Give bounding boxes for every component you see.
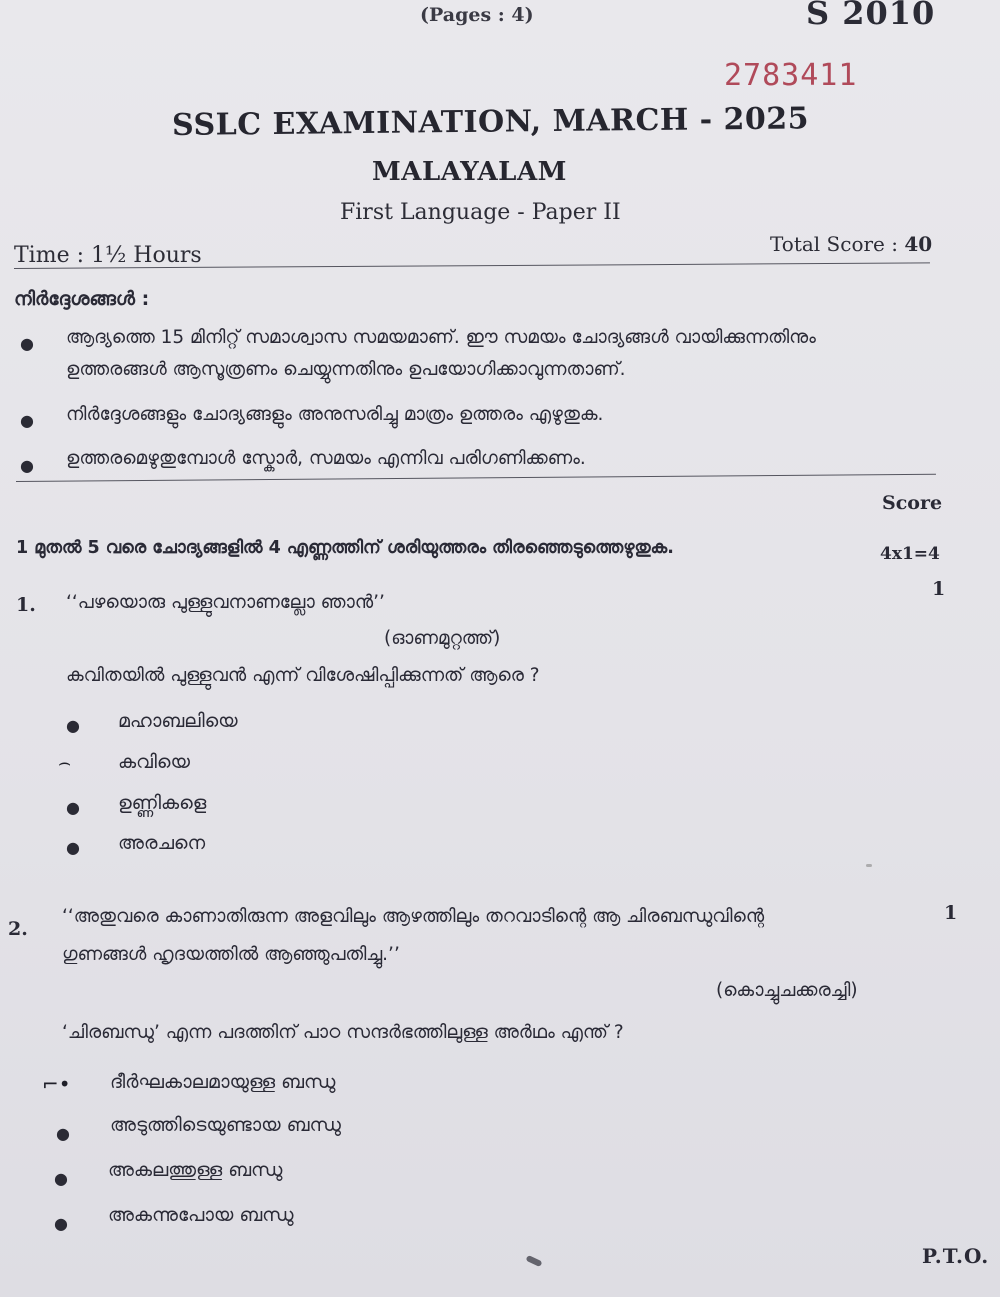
instruction-item: ഉത്തരമെഴുതുമ്പോൾ സ്കോർ, സമയം എന്നിവ പരിഗണിക്കണം. [66, 448, 586, 469]
total-score-label: Total Score : [770, 232, 905, 256]
serial-number: 2783411 [724, 58, 858, 93]
question-text: കവിതയിൽ പുള്ളുവൻ എന്ന് വിശേഷിപ്പിക്കുന്നത് ആരെ ? [66, 665, 540, 686]
answer-option: ദീർഘകാലമായുള്ള ബന്ധു [110, 1071, 336, 1093]
paper-speck [866, 864, 872, 867]
tick-mark-icon: ⌢ [58, 750, 72, 774]
paper-title: First Language - Paper II [340, 200, 621, 225]
bullet-icon: ● [66, 798, 80, 817]
question-score: 1 [932, 578, 946, 600]
paper-code: S 2010 [806, 0, 936, 32]
answer-option: അകലത്തുള്ള ബന്ധു [108, 1159, 283, 1181]
bullet-icon: ● [20, 456, 34, 475]
tick-mark-icon: ⌐• [42, 1072, 71, 1096]
bullet-icon: ● [66, 838, 80, 857]
section-instruction: 1 മുതൽ 5 വരെ ചോദ്യങ്ങളിൽ 4 എണ്ണത്തിന് ശരിയുത്തരം തിരഞ്ഞെടുത്തെഴുതുക. [16, 538, 674, 558]
answer-option: അരചനെ [118, 832, 206, 854]
exam-title: SSLC EXAMINATION, MARCH - 2025 [171, 101, 810, 143]
time-allowed: Time : 1½ Hours [14, 243, 202, 268]
bullet-icon: ● [56, 1124, 70, 1143]
score-column-heading: Score [882, 492, 943, 514]
bullet-icon: ● [20, 411, 34, 430]
subject-title: MALAYALAM [372, 157, 567, 187]
bullet-icon: ● [54, 1214, 68, 1233]
section-marks: 4x1=4 [880, 544, 940, 564]
instruction-item: നിർദ്ദേശങ്ങളും ചോദ്യങ്ങളും അനുസരിച്ചു മാത്രം ഉത്തരം എഴുതുക. [66, 404, 604, 425]
answer-option: ഉണ്ണികളെ [118, 792, 207, 814]
paper-mark [525, 1255, 542, 1267]
answer-option: മഹാബലിയെ [118, 710, 238, 732]
instructions-heading: നിർദ്ദേശങ്ങൾ : [14, 288, 150, 310]
question-source: (ഓണമുറ്റത്ത്) [384, 628, 501, 649]
question-number: 2. [8, 918, 28, 940]
bullet-icon: ● [54, 1169, 68, 1188]
instruction-item: ഉത്തരങ്ങൾ ആസൂത്രണം ചെയ്യുന്നതിനും ഉപയോഗിക്കാവുന്നതാണ്. [66, 359, 626, 380]
question-quote: ‘‘പഴയൊരു പുള്ളുവനാണല്ലോ ഞാൻ’’ [66, 592, 385, 613]
question-source: (കൊച്ചുചക്കരച്ചി) [716, 980, 858, 1001]
answer-option: അടുത്തിടെയുണ്ടായ ബന്ധു [110, 1114, 341, 1136]
instruction-item: ആദ്യത്തെ 15 മിനിറ്റ് സമാശ്വാസ സമയമാണ്. ഈ സമയം ചോദ്യങ്ങൾ വായിക്കുന്നതിനും [66, 327, 816, 348]
answer-option: കവിയെ [118, 751, 190, 773]
question-score: 1 [944, 902, 958, 924]
total-score [770, 232, 932, 256]
please-turn-over: P.T.O. [922, 1244, 990, 1268]
question-text: ‘ചിരബന്ധു’ എന്ന പദത്തിന് പാഠ സന്ദർഭത്തിലുള്ള അർഥം എന്ത് ? [62, 1022, 624, 1043]
bullet-icon: ● [66, 716, 80, 735]
question-quote: ‘‘അതുവരെ കാണാതിരുന്ന അളവിലും ആഴത്തിലും തറവാടിന്റെ ആ ചിരബന്ധുവിന്റെ [62, 906, 765, 927]
total-score-value: 40 [904, 232, 933, 256]
answer-option: അകന്നുപോയ ബന്ധു [108, 1204, 294, 1226]
page-count: (Pages : 4) [420, 4, 534, 26]
question-number: 1. [16, 594, 36, 616]
bullet-icon: ● [20, 334, 34, 353]
question-quote: ഗുണങ്ങൾ ഹൃദയത്തിൽ ആഞ്ഞുപതിച്ചു.’’ [62, 944, 400, 965]
